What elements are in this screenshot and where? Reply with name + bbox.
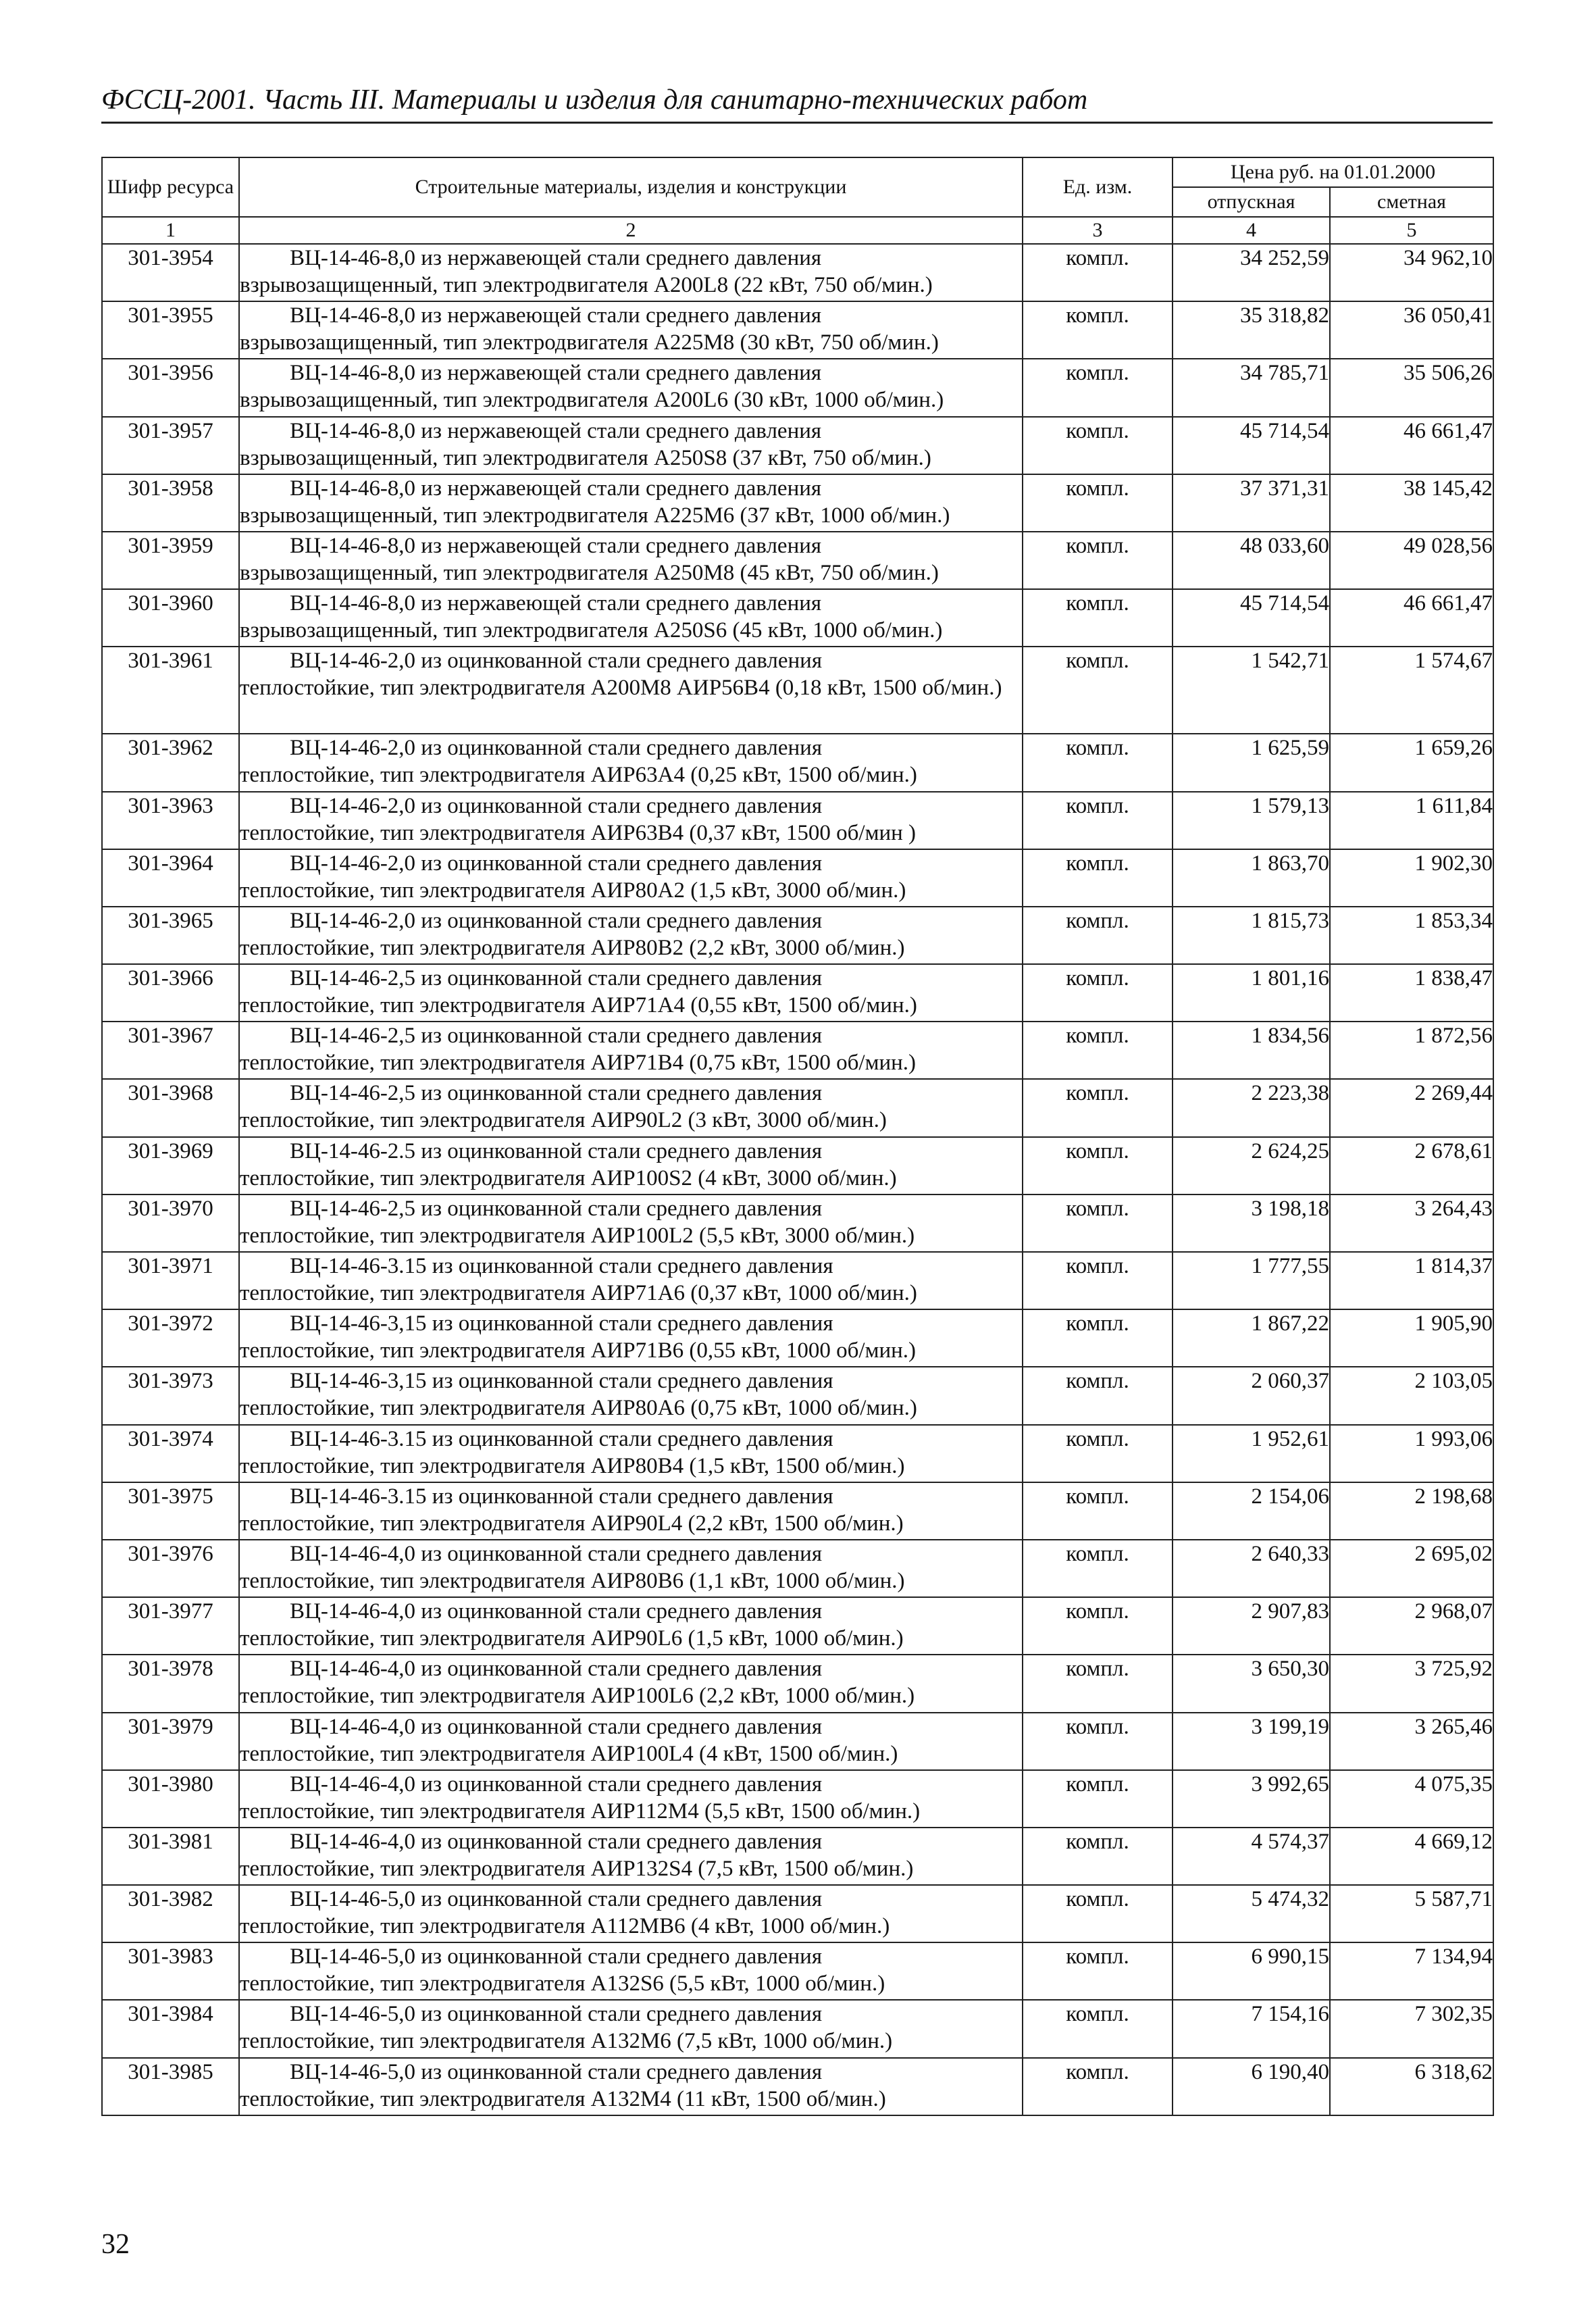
description-line-2: взрывозащищенный, тип электродвигателя А250S6 (45 кВт, 1000 об/мин.) (240, 618, 943, 643)
description-line-2: теплостойкие, тип электродвигателя А132S6 (5,5 кВт, 1000 об/мин.) (240, 1971, 885, 1996)
resource-code: 301-3972 (102, 1309, 239, 1367)
unit-of-measure: компл. (1023, 1252, 1173, 1309)
resource-code: 301-3973 (102, 1367, 239, 1424)
material-description (239, 1597, 1023, 1655)
unit-of-measure: компл. (1023, 647, 1173, 734)
estimate-price: 2 968,07 (1330, 1597, 1493, 1655)
table-row (102, 1885, 1493, 1942)
material-description (239, 907, 1023, 964)
table-row (102, 1367, 1493, 1424)
description-line-2: теплостойкие, тип электродвигателя АИР112М4 (5,5 кВт, 1500 об/мин.) (240, 1799, 921, 1823)
description-line-1: ВЦ-14-46-8,0 из нержавеющей стали среднего давления (290, 361, 822, 386)
resource-code: 301-3981 (102, 1828, 239, 1885)
release-price: 1 579,13 (1173, 792, 1330, 849)
unit-of-measure: компл. (1023, 907, 1173, 964)
resource-code: 301-3975 (102, 1482, 239, 1540)
release-price: 1 542,71 (1173, 647, 1330, 734)
table-row (102, 1482, 1493, 1540)
description-line-2: теплостойкие, тип электродвигателя АИР71А6 (0,37 кВт, 1000 об/мин.) (240, 1281, 917, 1305)
estimate-price: 6 318,62 (1330, 2058, 1493, 2115)
release-price: 3 199,19 (1173, 1713, 1330, 1770)
description-line-2: взрывозащищенный, тип электродвигателя А250М8 (45 кВт, 750 об/мин.) (240, 560, 939, 585)
header-rule (101, 122, 1493, 124)
release-price: 1 863,70 (1173, 849, 1330, 907)
release-price: 3 198,18 (1173, 1194, 1330, 1252)
estimate-price: 2 269,44 (1330, 1079, 1493, 1136)
resource-code: 301-3960 (102, 589, 239, 647)
unit-of-measure: компл. (1023, 734, 1173, 791)
description-line-1: ВЦ-14-46-2,5 из оцинкованной стали среднего давления (290, 1081, 823, 1106)
description-line-1: ВЦ-14-46-8,0 из нержавеющей стали среднего давления (290, 591, 822, 616)
material-description (239, 1252, 1023, 1309)
description-line-2: взрывозащищенный, тип электродвигателя А225М6 (37 кВт, 1000 об/мин.) (240, 503, 950, 528)
estimate-price: 1 872,56 (1330, 1022, 1493, 1079)
unit-of-measure: компл. (1023, 1828, 1173, 1885)
estimate-price: 1 659,26 (1330, 734, 1493, 791)
estimate-price: 1 993,06 (1330, 1425, 1493, 1482)
release-price: 1 834,56 (1173, 1022, 1330, 1079)
material-description (239, 589, 1023, 647)
estimate-price: 7 134,94 (1330, 1942, 1493, 2000)
description-line-1: ВЦ-14-46-8,0 из нержавеющей стали среднего давления (290, 303, 822, 328)
table-row (102, 1655, 1493, 1712)
description-line-2: теплостойкие, тип электродвигателя А132М6 (7,5 кВт, 1000 об/мин.) (240, 2029, 893, 2054)
description-line-2: теплостойкие, тип электродвигателя АИР80А6 (0,75 кВт, 1000 об/мин.) (240, 1396, 917, 1421)
release-price: 34 252,59 (1173, 244, 1330, 301)
description-line-1: ВЦ-14-46-2,0 из оцинкованной стали среднего давления (290, 736, 823, 761)
resource-code: 301-3958 (102, 474, 239, 532)
resource-code: 301-3959 (102, 532, 239, 589)
price-table (101, 157, 1494, 2116)
description-line-1: ВЦ-14-46-4,0 из оцинкованной стали среднего давления (290, 1714, 823, 1739)
description-line-1: ВЦ-14-46-2,0 из оцинкованной стали среднего давления (290, 649, 823, 674)
column-number: 5 (1330, 217, 1493, 244)
material-description (239, 2000, 1023, 2057)
release-price: 3 992,65 (1173, 1770, 1330, 1828)
material-description (239, 1828, 1023, 1885)
table-row (102, 359, 1493, 416)
estimate-price: 7 302,35 (1330, 2000, 1493, 2057)
description-line-2: теплостойкие, тип электродвигателя АИР80А2 (1,5 кВт, 3000 об/мин.) (240, 878, 906, 903)
table-row (102, 1713, 1493, 1770)
material-description (239, 849, 1023, 907)
resource-code: 301-3966 (102, 964, 239, 1022)
description-line-2: теплостойкие, тип электродвигателя АИР80В6 (1,1 кВт, 1000 об/мин.) (240, 1568, 905, 1593)
table-row (102, 1770, 1493, 1828)
estimate-price: 2 103,05 (1330, 1367, 1493, 1424)
unit-of-measure: компл. (1023, 417, 1173, 474)
unit-of-measure: компл. (1023, 1540, 1173, 1597)
description-line-1: ВЦ-14-46-3.15 из оцинкованной стали среднего давления (290, 1254, 833, 1278)
resource-code: 301-3954 (102, 244, 239, 301)
material-description (239, 1482, 1023, 1540)
unit-of-measure: компл. (1023, 589, 1173, 647)
unit-of-measure: компл. (1023, 359, 1173, 416)
column-number: 1 (102, 217, 239, 244)
description-line-2: теплостойкие, тип электродвигателя АИР100S2 (4 кВт, 3000 об/мин.) (240, 1165, 897, 1190)
material-description (239, 1194, 1023, 1252)
description-line-1: ВЦ-14-46-5,0 из оцинкованной стали среднего давления (290, 1944, 823, 1969)
description-line-2: теплостойкие, тип электродвигателя АИР100L6 (2,2 кВт, 1000 об/мин.) (240, 1684, 915, 1709)
resource-code: 301-3963 (102, 792, 239, 849)
estimate-price: 1 574,67 (1330, 647, 1493, 734)
column-number: 3 (1023, 217, 1173, 244)
material-description (239, 1713, 1023, 1770)
material-description (239, 474, 1023, 532)
estimate-price: 36 050,41 (1330, 301, 1493, 359)
unit-of-measure: компл. (1023, 1770, 1173, 1828)
description-line-2: теплостойкие, тип электродвигателя А112МВ6 (4 кВт, 1000 об/мин.) (240, 1914, 890, 1939)
release-price: 3 650,30 (1173, 1655, 1330, 1712)
release-price: 2 907,83 (1173, 1597, 1330, 1655)
table-row (102, 1022, 1493, 1079)
description-line-1: ВЦ-14-46-8,0 из нержавеющей стали среднего давления (290, 246, 822, 270)
estimate-price: 1 902,30 (1330, 849, 1493, 907)
resource-code: 301-3984 (102, 2000, 239, 2057)
resource-code: 301-3978 (102, 1655, 239, 1712)
release-price: 2 060,37 (1173, 1367, 1330, 1424)
estimate-price: 1 814,37 (1330, 1252, 1493, 1309)
resource-code: 301-3969 (102, 1137, 239, 1194)
release-price: 5 474,32 (1173, 1885, 1330, 1942)
description-line-1: ВЦ-14-46-5,0 из оцинкованной стали среднего давления (290, 2059, 823, 2084)
description-line-1: ВЦ-14-46-3.15 из оцинкованной стали среднего давления (290, 1426, 833, 1451)
resource-code: 301-3968 (102, 1079, 239, 1136)
unit-of-measure: компл. (1023, 1482, 1173, 1540)
release-price: 35 318,82 (1173, 301, 1330, 359)
release-price: 1 801,16 (1173, 964, 1330, 1022)
header-description: Строительные материалы, изделия и конструкции (239, 157, 1023, 217)
description-line-1: ВЦ-14-46-5,0 из оцинкованной стали среднего давления (290, 2002, 823, 2027)
table-row (102, 792, 1493, 849)
unit-of-measure: компл. (1023, 244, 1173, 301)
unit-of-measure: компл. (1023, 1655, 1173, 1712)
unit-of-measure: компл. (1023, 2058, 1173, 2115)
estimate-price: 38 145,42 (1330, 474, 1493, 532)
release-price: 37 371,31 (1173, 474, 1330, 532)
description-line-2: взрывозащищенный, тип электродвигателя А200L8 (22 кВт, 750 об/мин.) (240, 273, 933, 297)
table-row (102, 849, 1493, 907)
estimate-price: 1 905,90 (1330, 1309, 1493, 1367)
release-price: 45 714,54 (1173, 417, 1330, 474)
description-line-1: ВЦ-14-46-2,5 из оцинкованной стали среднего давления (290, 966, 823, 991)
table-row (102, 1252, 1493, 1309)
table-row (102, 1425, 1493, 1482)
unit-of-measure: компл. (1023, 1137, 1173, 1194)
release-price: 4 574,37 (1173, 1828, 1330, 1885)
table-row (102, 532, 1493, 589)
description-line-2: теплостойкие, тип электродвигателя А200М8 АИР56В4 (0,18 кВт, 1500 об/мин.) (240, 676, 1002, 701)
material-description (239, 2058, 1023, 2115)
release-price: 1 777,55 (1173, 1252, 1330, 1309)
table-row (102, 1137, 1493, 1194)
description-line-1: ВЦ-14-46-2.5 из оцинкованной стали среднего давления (290, 1138, 823, 1163)
resource-code: 301-3965 (102, 907, 239, 964)
table-row (102, 589, 1493, 647)
unit-of-measure: компл. (1023, 1942, 1173, 2000)
description-line-1: ВЦ-14-46-5,0 из оцинкованной стали среднего давления (290, 1887, 823, 1912)
resource-code: 301-3983 (102, 1942, 239, 2000)
description-line-2: теплостойкие, тип электродвигателя АИР71В4 (0,75 кВт, 1500 об/мин.) (240, 1051, 917, 1076)
table-row (102, 734, 1493, 791)
resource-code: 301-3980 (102, 1770, 239, 1828)
description-line-2: теплостойкие, тип электродвигателя АИР71В6 (0,55 кВт, 1000 об/мин.) (240, 1338, 917, 1363)
description-line-1: ВЦ-14-46-4,0 из оцинкованной стали среднего давления (290, 1599, 823, 1624)
description-line-1: ВЦ-14-46-2,0 из оцинкованной стали среднего давления (290, 851, 823, 876)
table-row (102, 2058, 1493, 2115)
description-line-2: теплостойкие, тип электродвигателя А132М4 (11 кВт, 1500 об/мин.) (240, 2086, 886, 2111)
description-line-1: ВЦ-14-46-8,0 из нержавеющей стали среднего давления (290, 418, 822, 443)
table-row (102, 1309, 1493, 1367)
table-row (102, 474, 1493, 532)
description-line-1: ВЦ-14-46-4,0 из оцинкованной стали среднего давления (290, 1657, 823, 1682)
material-description (239, 792, 1023, 849)
estimate-price: 4 669,12 (1330, 1828, 1493, 1885)
material-description (239, 1367, 1023, 1424)
description-line-1: ВЦ-14-46-3,15 из оцинкованной стали среднего давления (290, 1369, 833, 1394)
release-price: 45 714,54 (1173, 589, 1330, 647)
material-description (239, 1022, 1023, 1079)
estimate-price: 1 611,84 (1330, 792, 1493, 849)
table-body (102, 244, 1493, 2115)
header-code: Шифр ресурса (102, 157, 239, 217)
release-price: 1 867,22 (1173, 1309, 1330, 1367)
release-price: 6 990,15 (1173, 1942, 1330, 2000)
description-line-1: ВЦ-14-46-2,5 из оцинкованной стали среднего давления (290, 1024, 823, 1049)
unit-of-measure: компл. (1023, 792, 1173, 849)
material-description (239, 532, 1023, 589)
release-price: 2 624,25 (1173, 1137, 1330, 1194)
unit-of-measure: компл. (1023, 1022, 1173, 1079)
header-release-price: отпускная (1173, 187, 1330, 217)
resource-code: 301-3955 (102, 301, 239, 359)
header-estimate-price: сметная (1330, 187, 1493, 217)
table-row (102, 1597, 1493, 1655)
unit-of-measure: компл. (1023, 1713, 1173, 1770)
estimate-price: 34 962,10 (1330, 244, 1493, 301)
description-line-1: ВЦ-14-46-3,15 из оцинкованной стали среднего давления (290, 1311, 833, 1336)
estimate-price: 2 198,68 (1330, 1482, 1493, 1540)
estimate-price: 2 695,02 (1330, 1540, 1493, 1597)
description-line-2: теплостойкие, тип электродвигателя АИР90L6 (1,5 кВт, 1000 об/мин.) (240, 1626, 904, 1651)
table-row (102, 907, 1493, 964)
unit-of-measure: компл. (1023, 1425, 1173, 1482)
estimate-price: 46 661,47 (1330, 589, 1493, 647)
estimate-price: 1 838,47 (1330, 964, 1493, 1022)
unit-of-measure: компл. (1023, 532, 1173, 589)
description-line-1: ВЦ-14-46-8,0 из нержавеющей стали среднего давления (290, 533, 822, 558)
release-price: 1 815,73 (1173, 907, 1330, 964)
description-line-1: ВЦ-14-46-4,0 из оцинкованной стали среднего давления (290, 1829, 823, 1854)
unit-of-measure: компл. (1023, 1309, 1173, 1367)
estimate-price: 1 853,34 (1330, 907, 1493, 964)
resource-code: 301-3976 (102, 1540, 239, 1597)
description-line-2: теплостойкие, тип электродвигателя АИР90L2 (3 кВт, 3000 об/мин.) (240, 1108, 887, 1133)
resource-code: 301-3974 (102, 1425, 239, 1482)
estimate-price: 35 506,26 (1330, 359, 1493, 416)
resource-code: 301-3956 (102, 359, 239, 416)
table-row (102, 417, 1493, 474)
description-line-1: ВЦ-14-46-2,5 из оцинкованной стали среднего давления (290, 1196, 823, 1221)
material-description (239, 1885, 1023, 1942)
release-price: 48 033,60 (1173, 532, 1330, 589)
release-price: 2 640,33 (1173, 1540, 1330, 1597)
estimate-price: 5 587,71 (1330, 1885, 1493, 1942)
description-line-2: теплостойкие, тип электродвигателя АИР132S4 (7,5 кВт, 1500 об/мин.) (240, 1856, 914, 1881)
page-header: ФССЦ-2001. Часть III. Материалы и изделия для санитарно-технических работ (101, 84, 1088, 116)
material-description (239, 1079, 1023, 1136)
header-price-group: Цена руб. на 01.01.2000 (1173, 157, 1493, 187)
unit-of-measure: компл. (1023, 849, 1173, 907)
material-description (239, 1770, 1023, 1828)
material-description (239, 1540, 1023, 1597)
resource-code: 301-3964 (102, 849, 239, 907)
table-row (102, 964, 1493, 1022)
description-line-2: теплостойкие, тип электродвигателя АИР63В4 (0,37 кВт, 1500 об/мин ) (240, 820, 917, 845)
description-line-1: ВЦ-14-46-2,0 из оцинкованной стали среднего давления (290, 793, 823, 818)
description-line-2: взрывозащищенный, тип электродвигателя А225М8 (30 кВт, 750 об/мин.) (240, 330, 939, 355)
resource-code: 301-3977 (102, 1597, 239, 1655)
unit-of-measure: компл. (1023, 1885, 1173, 1942)
table-row (102, 301, 1493, 359)
material-description (239, 647, 1023, 734)
table-row (102, 647, 1493, 734)
description-line-2: теплостойкие, тип электродвигателя АИР100L2 (5,5 кВт, 3000 об/мин.) (240, 1223, 915, 1248)
description-line-1: ВЦ-14-46-8,0 из нержавеющей стали среднего давления (290, 476, 822, 501)
release-price: 1 952,61 (1173, 1425, 1330, 1482)
material-description (239, 417, 1023, 474)
material-description (239, 734, 1023, 791)
release-price: 34 785,71 (1173, 359, 1330, 416)
column-number: 4 (1173, 217, 1330, 244)
resource-code: 301-3970 (102, 1194, 239, 1252)
page-number: 32 (101, 2229, 130, 2260)
estimate-price: 49 028,56 (1330, 532, 1493, 589)
material-description (239, 359, 1023, 416)
release-price: 2 223,38 (1173, 1079, 1330, 1136)
table-row (102, 1079, 1493, 1136)
table-row (102, 1942, 1493, 2000)
release-price: 2 154,06 (1173, 1482, 1330, 1540)
estimate-price: 46 661,47 (1330, 417, 1493, 474)
description-line-2: теплостойкие, тип электродвигателя АИР90L4 (2,2 кВт, 1500 об/мин.) (240, 1511, 904, 1536)
description-line-1: ВЦ-14-46-4,0 из оцинкованной стали среднего давления (290, 1771, 823, 1796)
resource-code: 301-3971 (102, 1252, 239, 1309)
estimate-price: 4 075,35 (1330, 1770, 1493, 1828)
table-row (102, 1540, 1493, 1597)
resource-code: 301-3967 (102, 1022, 239, 1079)
description-line-1: ВЦ-14-46-3.15 из оцинкованной стали среднего давления (290, 1484, 833, 1509)
resource-code: 301-3957 (102, 417, 239, 474)
description-line-2: теплостойкие, тип электродвигателя АИР63А4 (0,25 кВт, 1500 об/мин.) (240, 763, 917, 788)
estimate-price: 3 264,43 (1330, 1194, 1493, 1252)
table-row (102, 1828, 1493, 1885)
estimate-price: 2 678,61 (1330, 1137, 1493, 1194)
material-description (239, 1309, 1023, 1367)
table-row (102, 244, 1493, 301)
column-number: 2 (239, 217, 1023, 244)
material-description (239, 1425, 1023, 1482)
resource-code: 301-3982 (102, 1885, 239, 1942)
release-price: 1 625,59 (1173, 734, 1330, 791)
resource-code: 301-3961 (102, 647, 239, 734)
table-row (102, 2000, 1493, 2057)
resource-code: 301-3962 (102, 734, 239, 791)
resource-code: 301-3979 (102, 1713, 239, 1770)
unit-of-measure: компл. (1023, 1079, 1173, 1136)
material-description (239, 301, 1023, 359)
unit-of-measure: компл. (1023, 2000, 1173, 2057)
table-row (102, 1194, 1493, 1252)
unit-of-measure: компл. (1023, 301, 1173, 359)
description-line-2: теплостойкие, тип электродвигателя АИР100L4 (4 кВт, 1500 об/мин.) (240, 1741, 898, 1766)
description-line-2: взрывозащищенный, тип электродвигателя А200L6 (30 кВт, 1000 об/мин.) (240, 388, 944, 413)
resource-code: 301-3985 (102, 2058, 239, 2115)
material-description (239, 964, 1023, 1022)
estimate-price: 3 725,92 (1330, 1655, 1493, 1712)
material-description (239, 244, 1023, 301)
description-line-1: ВЦ-14-46-2,0 из оцинкованной стали среднего давления (290, 908, 823, 933)
unit-of-measure: компл. (1023, 1194, 1173, 1252)
material-description (239, 1655, 1023, 1712)
description-line-1: ВЦ-14-46-4,0 из оцинкованной стали среднего давления (290, 1541, 823, 1566)
header-unit: Ед. изм. (1023, 157, 1173, 217)
unit-of-measure: компл. (1023, 1597, 1173, 1655)
material-description (239, 1137, 1023, 1194)
release-price: 7 154,16 (1173, 2000, 1330, 2057)
estimate-price: 3 265,46 (1330, 1713, 1493, 1770)
unit-of-measure: компл. (1023, 964, 1173, 1022)
release-price: 6 190,40 (1173, 2058, 1330, 2115)
unit-of-measure: компл. (1023, 474, 1173, 532)
material-description (239, 1942, 1023, 2000)
description-line-2: теплостойкие, тип электродвигателя АИР80В4 (1,5 кВт, 1500 об/мин.) (240, 1453, 905, 1478)
unit-of-measure: компл. (1023, 1367, 1173, 1424)
description-line-2: теплостойкие, тип электродвигателя АИР80В2 (2,2 кВт, 3000 об/мин.) (240, 935, 905, 960)
description-line-2: взрывозащищенный, тип электродвигателя А250S8 (37 кВт, 750 об/мин.) (240, 445, 931, 470)
description-line-2: теплостойкие, тип электродвигателя АИР71А4 (0,55 кВт, 1500 об/мин.) (240, 993, 917, 1018)
